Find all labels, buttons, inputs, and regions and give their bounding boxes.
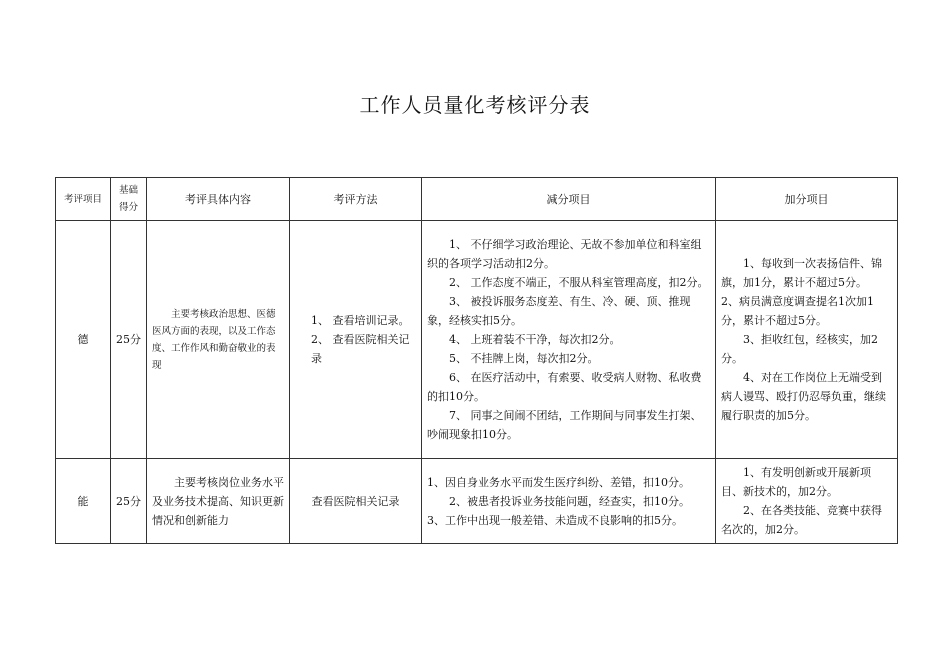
method-item: 1、 查看培训记录。 <box>311 314 410 327</box>
minus-item: 7、 同事之间闹不团结，工作期间与同事发生打架、吵闹现象扣10分。 <box>427 409 702 441</box>
row-item: 能 <box>56 459 111 544</box>
minus-item: 6、 在医疗活动中，有索要、收受病人财物、私收费的扣10分。 <box>427 371 702 403</box>
page-title: 工作人员量化考核评分表 <box>359 93 591 118</box>
score-table <box>55 177 898 544</box>
row-plus <box>716 459 898 544</box>
header-method: 考评方法 <box>290 178 422 221</box>
plus-item: 2、在各类技能、竞赛中获得名次的，加2分。 <box>721 504 882 536</box>
minus-item: 4、 上班着装不干净，每次扣2分。 <box>449 333 621 346</box>
header-plus: 加分项目 <box>716 178 898 221</box>
header-row <box>56 178 898 221</box>
header-base: 基础得分 <box>111 178 147 221</box>
header-minus: 减分项目 <box>422 178 716 221</box>
minus-item: 2、 工作态度不端正，不服从科室管理高度，扣2分。 <box>449 276 709 289</box>
minus-item: 2、被患者投诉业务技能问题，经查实，扣10分。 <box>449 494 690 508</box>
table-row <box>56 221 898 459</box>
row-minus <box>422 221 716 459</box>
plus-item: 2、病员满意度调查提名1次加1分，累计不超过5分。 <box>721 295 874 327</box>
minus-item: 1、因自身业务水平而发生医疗纠纷、差错，扣10分。 <box>427 475 690 489</box>
plus-item: 4、对在工作岗位上无端受到病人谩骂、殴打仍忍辱负重，继续履行职责的加5分。 <box>721 371 886 422</box>
content-text: 主要考核政治思想、医德医风方面的表现，以及工作态度、工作作风和勤奋敬业的表现 <box>152 308 276 371</box>
minus-item: 1、 不仔细学习政治理论、无故不参加单位和科室组织的各项学习活动扣2分。 <box>427 238 702 270</box>
minus-item: 5、 不挂牌上岗，每次扣2分。 <box>449 352 599 365</box>
header-content: 考评具体内容 <box>147 178 290 221</box>
row-method <box>290 221 422 459</box>
header-item: 考评项目 <box>56 178 111 221</box>
table-row <box>56 459 898 544</box>
plus-item: 1、每收到一次表扬信件、锦旗，加1分，累计不超过5分。 <box>721 257 882 289</box>
row-item: 德 <box>56 221 111 459</box>
row-minus <box>422 459 716 544</box>
plus-item: 3、拒收红包，经核实，加2分。 <box>721 333 878 365</box>
method-item: 查看医院相关记录 <box>311 494 400 508</box>
row-content <box>147 459 290 544</box>
plus-item: 1、有发明创新或开展新项目、新技术的，加2分。 <box>721 466 871 498</box>
row-base: 25分 <box>111 459 147 544</box>
method-item: 2、 查看医院相关记录 <box>311 333 410 365</box>
row-plus <box>716 221 898 459</box>
content-text: 主要考核岗位业务水平及业务技术提高、知识更新情况和创新能力 <box>152 475 284 527</box>
minus-item: 3、工作中出现一般差错、未造成不良影响的扣5分。 <box>427 513 683 527</box>
row-base: 25分 <box>111 221 147 459</box>
row-content <box>147 221 290 459</box>
row-method <box>290 459 422 544</box>
minus-item: 3、 被投诉服务态度差、有生、冷、硬、顶、推现象，经核实扣5分。 <box>427 295 691 327</box>
